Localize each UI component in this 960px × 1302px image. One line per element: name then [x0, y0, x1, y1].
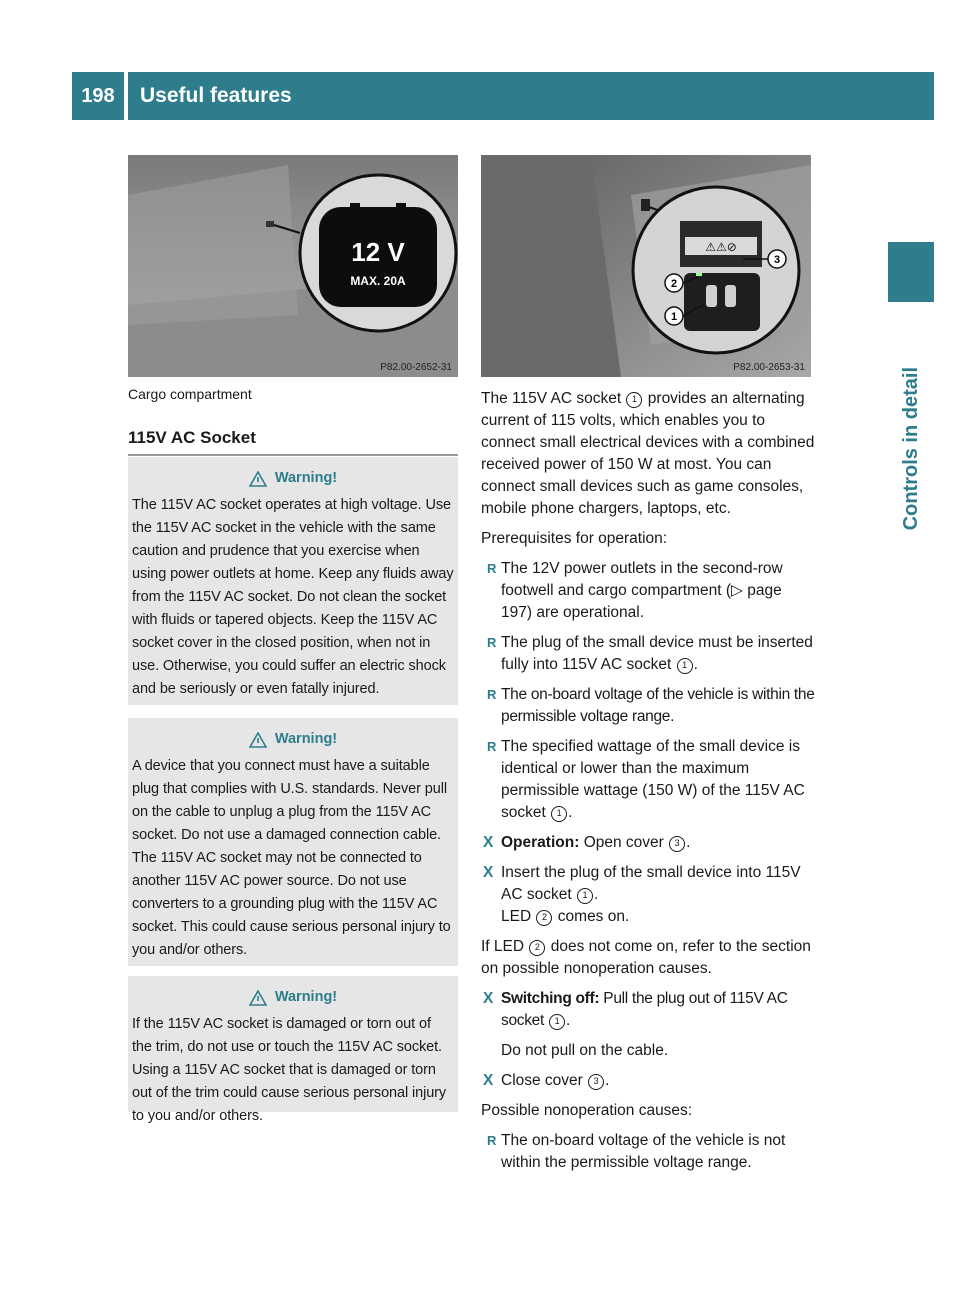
- svg-text:⚠⚠⊘: ⚠⚠⊘: [705, 240, 737, 254]
- photo-code-left: P82.00-2652-31: [380, 362, 452, 373]
- list-text: The plug of the small device must be inserted fully into 115V AC socket: [501, 634, 813, 673]
- bullet-marker: R: [487, 687, 497, 702]
- action-note: [481, 1040, 815, 1062]
- warning-text: A device that you connect must have a suitable plug that complies with U.S. standards. Never pull on the cable to unplug a plug from the 115V AC socket. Do not use a damaged connection cable. The 115V AC socket may not be connected to another 115V AC power source. Do not use converters to a grounding plug with the 115V AC socket. This could cause serious personal injury to you and/or others.: [132, 758, 451, 958]
- callout-3: 3: [773, 254, 781, 266]
- callout-ref-3: 3: [588, 1074, 604, 1090]
- action-step: [481, 1070, 815, 1092]
- list-item: [481, 558, 815, 624]
- side-tab-marker: [888, 242, 934, 302]
- callout-ref-1: 1: [551, 806, 567, 822]
- warning-box-1: [128, 457, 458, 705]
- action-body: Open cover: [583, 834, 664, 851]
- action-text: [501, 862, 815, 928]
- page-number: 198: [72, 72, 124, 120]
- warning-triangle-icon: [249, 732, 267, 748]
- photo-caption: Cargo compartment: [128, 386, 252, 402]
- warning-header: [132, 986, 454, 1009]
- side-tab: [888, 72, 934, 120]
- chapter-side-label: [885, 310, 937, 530]
- action-note-text: Do not pull on the cable.: [501, 1042, 669, 1059]
- warning-title: Warning!: [274, 989, 338, 1005]
- list-item: [481, 1130, 815, 1174]
- section-title: 115V AC Socket: [128, 428, 458, 456]
- bullet-marker: R: [487, 635, 497, 650]
- action-end: .: [605, 1072, 610, 1089]
- intro-text-cont: provides an alternating current of 115 volts, which enables you to connect small electrical devices with a combined received power of 150 W at most. You can connect small devices such as game consoles, mobile phone chargers, laptops, etc.: [481, 390, 815, 517]
- bullet-marker: R: [487, 561, 497, 576]
- callout-2: 2: [670, 278, 678, 290]
- warning-text: The 115V AC socket operates at high voltage. Use the 115V AC socket in the vehicle with the same caution and prudence that you exercise when using power outlets at home. Keep any fluids away from the 115V AC socket. Do not clean the socket with fluids or tapered objects. Keep the 115V AC socket cover in the closed position, when not in use. Otherwise, you could suffer an electric shock and be seriously or even fatally injured.: [132, 497, 454, 697]
- photo-115v-illustration: [481, 155, 811, 377]
- action-step: [481, 988, 815, 1032]
- list-item-text: The on-board voltage of the vehicle is not within the permissible voltage range.: [501, 1132, 786, 1171]
- action-label: Operation:: [501, 834, 580, 851]
- action-end: .: [566, 1012, 571, 1029]
- action-step: [481, 832, 815, 854]
- photo-12v-socket: [128, 155, 458, 377]
- warning-triangle-icon: [249, 990, 267, 1006]
- warning-title: Warning!: [274, 470, 338, 486]
- action-marker: X: [483, 834, 494, 851]
- intro-text: The 115V AC socket: [481, 390, 622, 407]
- bullet-marker: R: [487, 739, 497, 754]
- list-item: [481, 736, 815, 824]
- list-text: The specified wattage of the small device is identical or lower than the maximum permissible wattage (150 W) of the 115V AC socket: [501, 738, 805, 821]
- list-item-text: [501, 736, 815, 824]
- action-text: [501, 832, 815, 854]
- photo-code-right: P82.00-2653-31: [733, 362, 805, 373]
- callout-1: 1: [670, 311, 678, 323]
- list-item: [481, 684, 815, 728]
- warning-box-3: [128, 976, 458, 1124]
- page-title: Useful features: [128, 72, 888, 120]
- warning-triangle-icon: [249, 471, 267, 487]
- led-text-end: comes on.: [557, 908, 630, 925]
- led-note-text-cont: does not come on, refer to the section on possible nonoperation causes.: [481, 938, 811, 977]
- callout-ref-1: 1: [549, 1014, 565, 1030]
- action-body: Pull the plug out of 115V AC socket: [501, 990, 788, 1029]
- indent-spacer: [481, 1040, 501, 1062]
- action-body: Close cover: [501, 1072, 583, 1089]
- action-label: Switching off:: [501, 990, 600, 1007]
- action-end: .: [593, 886, 599, 903]
- list-item: [481, 632, 815, 676]
- callout-ref-2: 2: [536, 910, 552, 926]
- socket-voltage-label: 12 V: [351, 237, 405, 267]
- callout-ref-3: 3: [669, 836, 685, 852]
- instructions-column: [481, 388, 815, 1182]
- callout-ref-1: 1: [677, 658, 693, 674]
- action-text: [501, 1070, 815, 1092]
- list-item-text: The on-board voltage of the vehicle is within the permissible voltage range.: [501, 686, 815, 725]
- action-text: [501, 988, 815, 1032]
- socket-rating-label: MAX. 20A: [350, 274, 406, 288]
- action-marker: X: [483, 990, 494, 1007]
- list-item-text: The 12V power outlets in the second-row footwell and cargo compartment (▷ page 197) are operational.: [501, 560, 783, 621]
- callout-ref-1: 1: [626, 392, 642, 408]
- led-note: [481, 936, 815, 980]
- warning-title: Warning!: [274, 731, 338, 747]
- warning-text: If the 115V AC socket is damaged or torn out of the trim, do not use or touch the 115V AC socket. Using a 115V AC socket that is damaged or torn out of the trim could cause serious personal injury to you and/or others.: [132, 1016, 447, 1124]
- led-note-text: If LED: [481, 938, 525, 955]
- photo-12v-illustration: [128, 155, 458, 377]
- led-text: LED: [501, 908, 532, 925]
- action-end: .: [686, 834, 691, 851]
- list-text-end: .: [693, 656, 698, 673]
- warning-box-2: [128, 718, 458, 966]
- callout-ref-2: 2: [529, 940, 545, 956]
- list-text-end: .: [568, 804, 573, 821]
- action-body: Insert the plug of the small device into 115V AC socket: [501, 864, 801, 903]
- callout-ref-1: 1: [577, 888, 593, 904]
- causes-heading: Possible nonoperation causes:: [481, 1102, 693, 1119]
- bullet-marker: R: [487, 1133, 497, 1148]
- photo-115v-socket: [481, 155, 811, 377]
- action-step: [481, 862, 815, 928]
- list-item-text: [501, 632, 815, 676]
- chapter-label-text: Controls in detail: [899, 366, 922, 530]
- prereq-heading: Prerequisites for operation:: [481, 530, 668, 547]
- action-marker: X: [483, 1072, 494, 1089]
- warning-header: [132, 728, 454, 751]
- warning-header: [132, 467, 454, 490]
- action-marker: X: [483, 864, 494, 881]
- intro-paragraph: [481, 388, 815, 520]
